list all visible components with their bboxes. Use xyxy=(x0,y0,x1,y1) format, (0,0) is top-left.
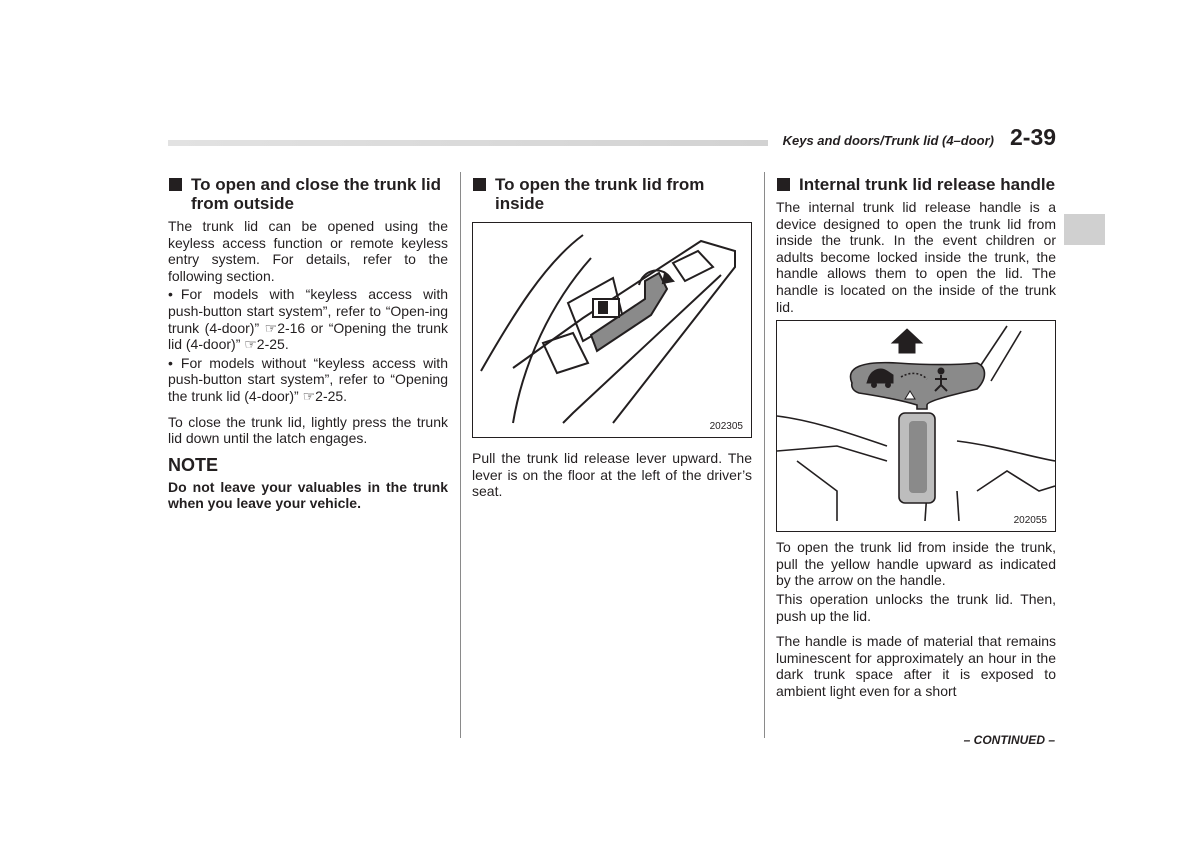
section-square-icon xyxy=(169,178,182,191)
bullet-icon: • xyxy=(168,354,173,371)
bullet-item xyxy=(168,286,448,352)
header-rule xyxy=(168,140,768,146)
paragraph: The handle is made of material that remains luminescent for approximately an hour in the dark trunk space after it is exposed to ambient light even for a short xyxy=(776,633,1056,699)
heading-text: Internal trunk lid release handle xyxy=(799,175,1056,194)
release-lever-illustration xyxy=(473,223,751,437)
paragraph: To open the trunk lid from inside the trunk, pull the yellow handle upward as indicated by the arrow on the handle. xyxy=(776,539,1056,589)
intro-paragraph: The trunk lid can be opened using the keyless access function or remote keyless entry system. For details, refer to the following section. xyxy=(168,218,448,284)
running-title: Keys and doors/Trunk lid (4–door) xyxy=(782,133,994,148)
figure-id: 202305 xyxy=(709,421,743,432)
close-instructions: To close the trunk lid, lightly press the trunk lid down until the latch engages. xyxy=(168,413,448,447)
figure-caption: Pull the trunk lid release lever upward. The lever is on the floor at the left of the driver’s seat. xyxy=(472,450,752,500)
column-3 xyxy=(776,175,1056,700)
note-title: NOTE xyxy=(168,454,219,475)
section-heading-open-inside xyxy=(472,175,752,213)
section-heading-open-close-outside xyxy=(168,175,448,213)
heading-text: To open and close the trunk lid from outside xyxy=(191,175,441,213)
intro-paragraph: The internal trunk lid release handle is a device designed to open the trunk lid from inside the trunk. In the event children or adults become locked inside the trunk, the handle allows them to open the lid. The handle is located on the inside of the trunk lid. xyxy=(776,199,1056,315)
column-divider-2 xyxy=(764,172,765,738)
column-divider-1 xyxy=(460,172,461,738)
bullet-icon: • xyxy=(168,286,173,303)
release-handle-illustration xyxy=(777,321,1055,531)
bullet-text: For models with “keyless access with push-button start system”, refer to “Open-ing trunk (4-door)” ☞2-16 or “Opening the trunk lid (4-door)” ☞2-25. xyxy=(168,286,448,353)
paragraph: This operation unlocks the trunk lid. Then, push up the lid. xyxy=(776,590,1056,624)
section-heading-internal-release xyxy=(776,175,1056,194)
bullet-item xyxy=(168,355,448,405)
section-square-icon xyxy=(777,178,790,191)
note-body: Do not leave your valuables in the trunk when you leave your vehicle. xyxy=(168,478,448,512)
column-2 xyxy=(472,175,752,500)
continued-label: – CONTINUED – xyxy=(963,733,1055,747)
release-handle-figure xyxy=(776,320,1056,532)
section-square-icon xyxy=(473,178,486,191)
figure-id: 202055 xyxy=(1013,515,1047,527)
page-number: 2-39 xyxy=(1010,124,1057,150)
column-1 xyxy=(168,175,448,512)
bullet-text: For models without “keyless access with push-button start system”, refer to “Opening the trunk lid (4-door)” ☞2-25. xyxy=(168,354,448,404)
release-lever-figure xyxy=(472,222,752,438)
heading-text: To open the trunk lid from inside xyxy=(495,175,705,213)
chapter-thumb-tab xyxy=(1064,214,1105,245)
